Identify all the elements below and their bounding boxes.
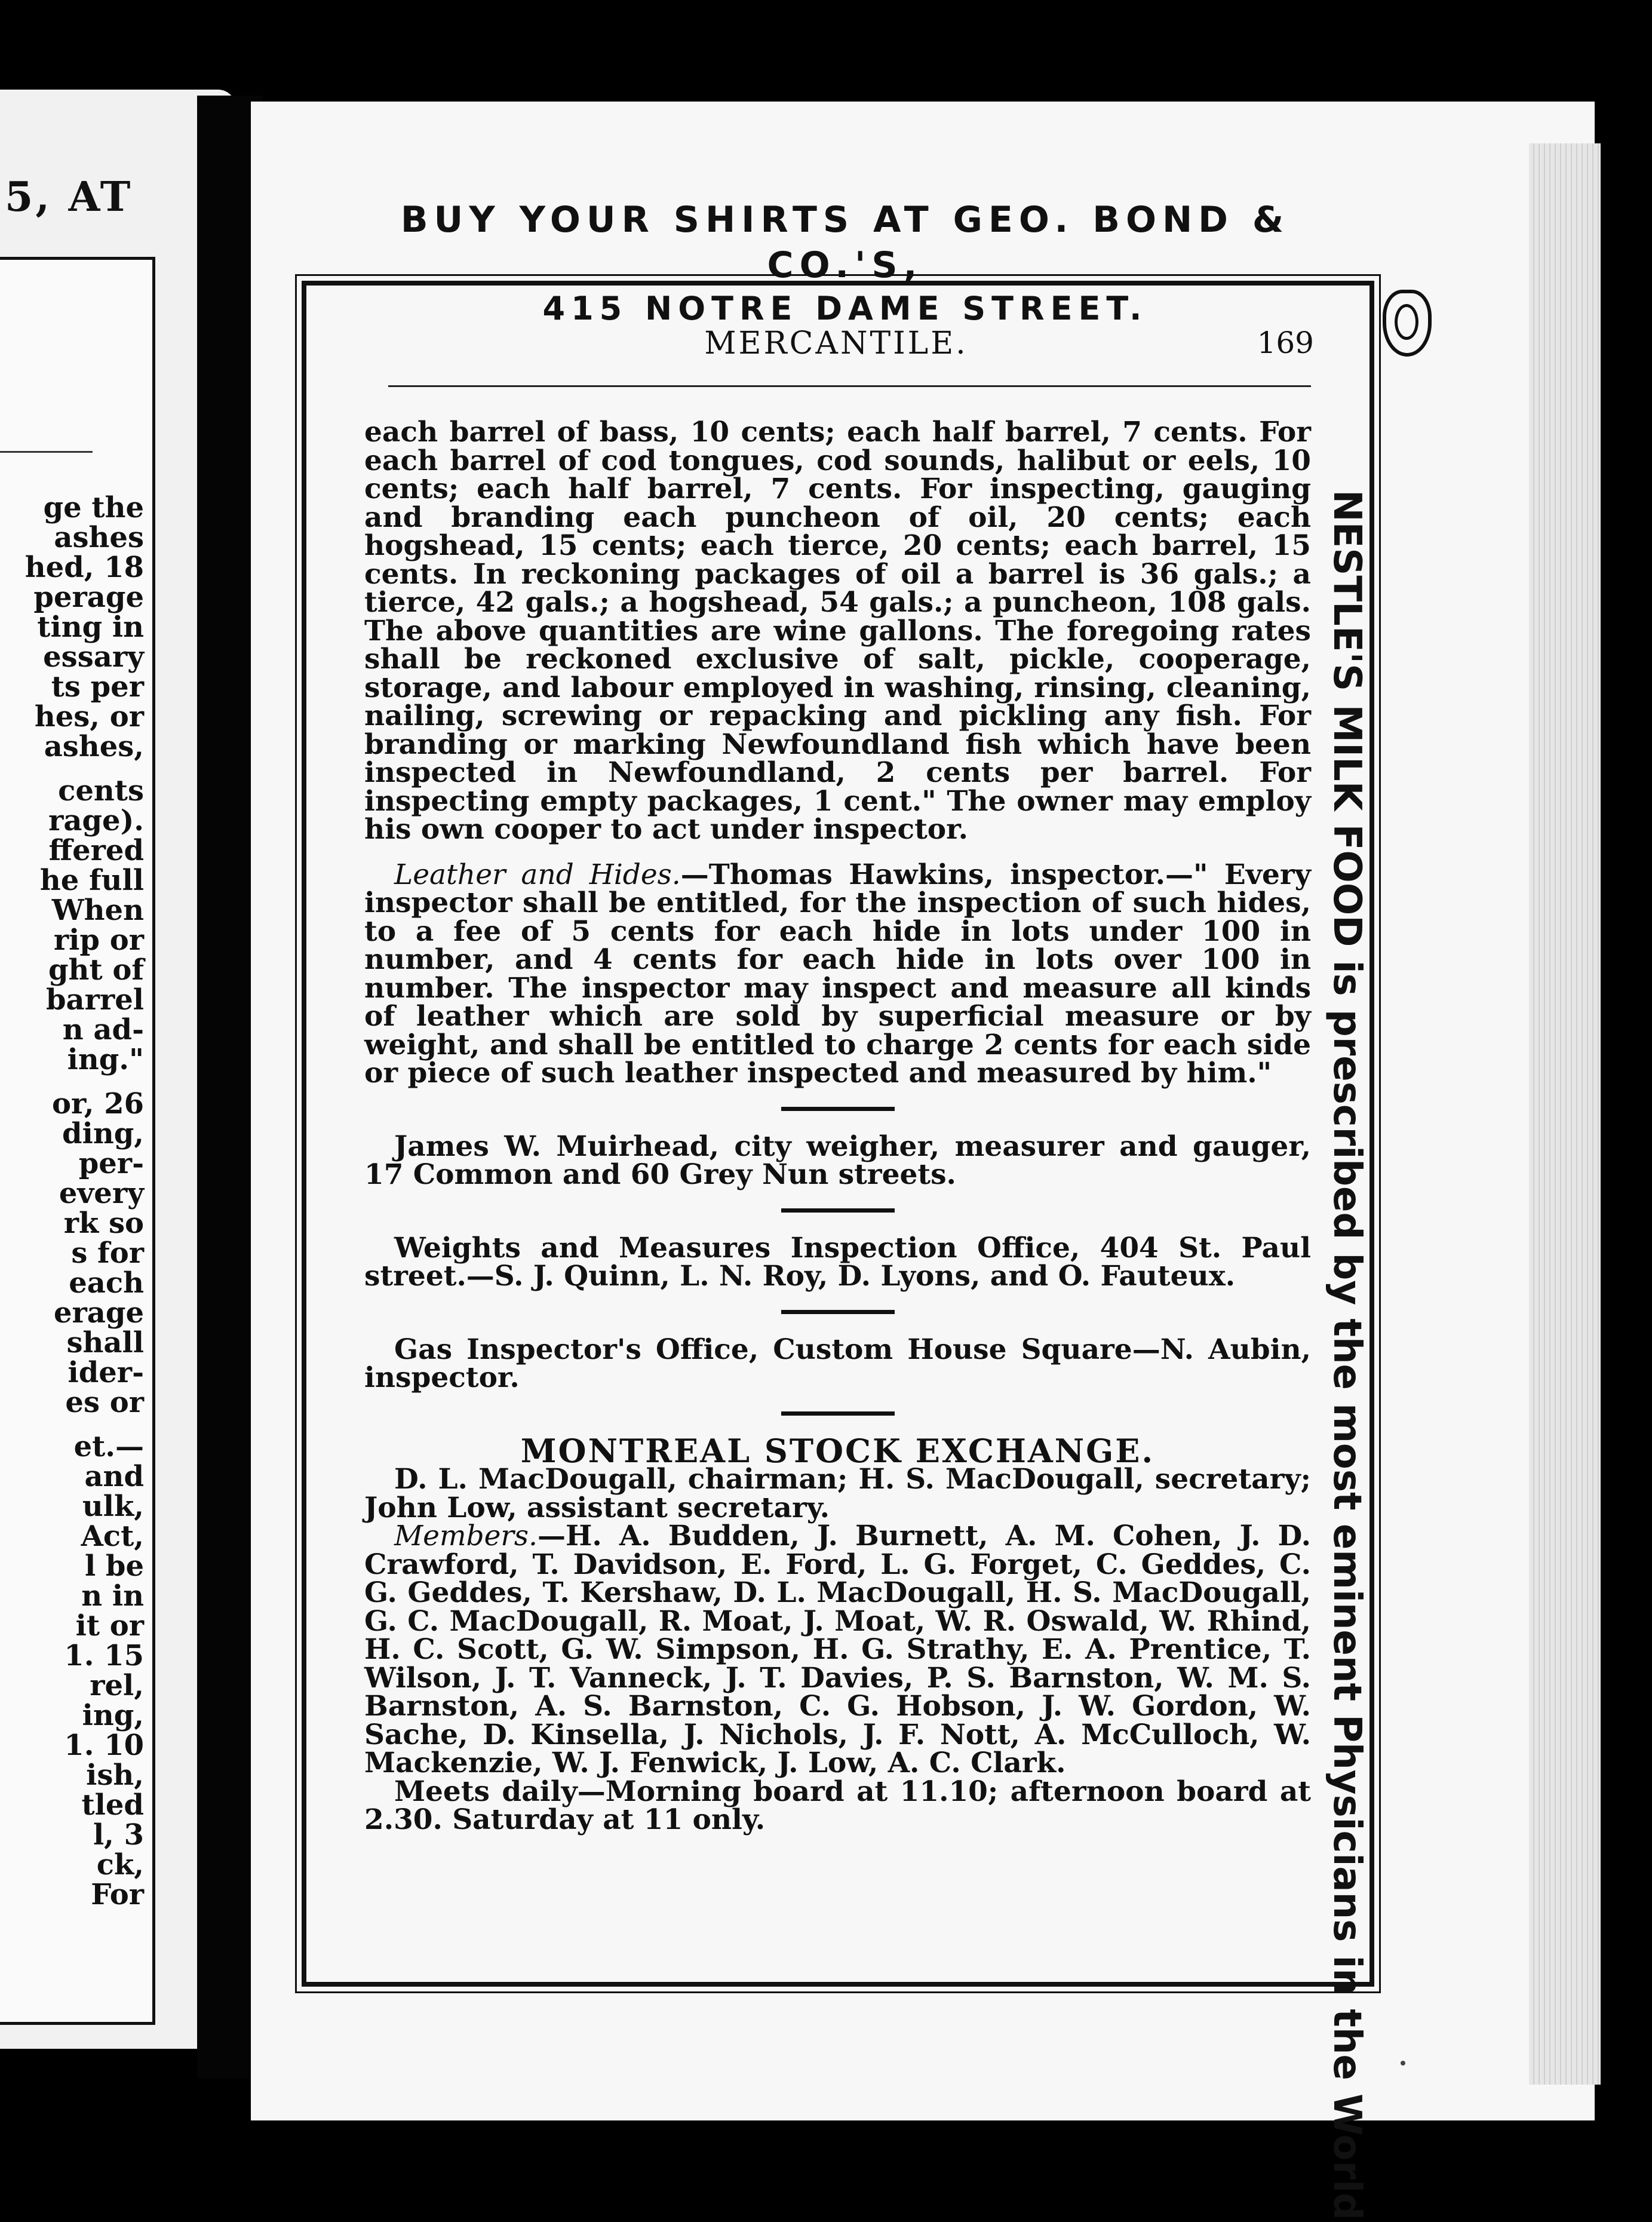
left-page-line: ts per — [51, 670, 144, 704]
left-page-line: When — [51, 894, 144, 927]
left-page-line: it or — [75, 1609, 144, 1643]
left-page-line: rel, — [90, 1669, 144, 1702]
left-page-line: hes, or — [34, 700, 144, 733]
leather-hides-text: —Thomas Hawkins, inspector.—" Every inspector shall be entitled, for the inspection of such hides, to a fee of 5 cents for each hide in lots under 100 in number, and 4 cents for each hide in lots over 100 in number. The inspector may inspect and measure all kinds of leather which are sold by superficial measure or by weight, and shall be entitled to charge 2 cents for each side or piece of such leather inspected and measured by him." — [364, 858, 1311, 1089]
section-rule — [781, 1208, 895, 1213]
members-list: —H. A. Budden, J. Burnett, A. M. Cohen, J. D. Crawford, T. Davidson, E. Ford, L. G. Forget, C. Geddes, C. G. Geddes, T. Kershaw, D. L. MacDougall, H. S. MacDougall, G. C. MacDougall, R. Moat, J. Moat, W. R. Oswald, W. Rhind, H. C. Scott, G. W. Simpson, H. G. Strathy, E. A. Prentice, T. Wilson, J. T. Vanneck, J. T. Davies, P. S. Barnston, W. M. S. Barnston, A. S. Barnston, C. G. Hobson, J. W. Gordon, W. Sache, D. Kinsella, J. Nichols, J. F. Nott, A. McCulloch, W. Mackenzie, W. J. Fenwick, J. Low, A. C. Clark. — [364, 1520, 1311, 1779]
left-page-line: hed, 18 — [24, 551, 144, 584]
left-page-frame — [0, 257, 155, 2025]
section-rule — [781, 1107, 895, 1111]
left-page-line: ider- — [67, 1356, 144, 1389]
meeting-times: Meets daily—Morning board at 11.10; afternoon board at 2.30. Saturday at 11 only. — [364, 1775, 1311, 1836]
left-page-line: every — [59, 1177, 144, 1210]
stock-exchange-officers: D. L. MacDougall, chairman; H. S. MacDougall, secretary; John Low, assistant secretary. — [364, 1463, 1311, 1524]
left-page-line: 1. 10 — [64, 1729, 144, 1762]
left-page-line: per- — [78, 1147, 144, 1180]
left-page-line: rip or — [53, 923, 144, 957]
page-number: 169 — [1257, 326, 1314, 360]
left-page-rule — [0, 451, 93, 453]
gas-office-paragraph: Gas Inspector's Office, Custom House Square—N. Aubin, inspector. — [364, 1333, 1311, 1394]
left-page-header: 5, AT — [5, 173, 133, 221]
left-page-line: ting in — [37, 610, 144, 644]
page-edges — [1529, 143, 1601, 2085]
left-page-line: n in — [81, 1579, 144, 1613]
left-page-line: ish, — [86, 1758, 144, 1792]
left-page-line: he full — [39, 864, 144, 897]
leather-hides-paragraph — [364, 858, 1311, 1089]
left-page-line: l, 3 — [93, 1818, 144, 1852]
left-page-line: ashes, — [44, 730, 144, 763]
left-page-line: shall — [66, 1326, 144, 1359]
left-page-line: l be — [84, 1549, 144, 1583]
banner-line-2: 415 NOTRE DAME STREET. — [542, 290, 1148, 327]
weights-office-paragraph: Weights and Measures Inspection Office, 404 St. Paul street.—S. J. Quinn, L. N. Roy, D. Lyons, and O. Fauteux. — [364, 1231, 1311, 1293]
left-page-line: each — [69, 1266, 144, 1300]
members-label: Members. — [394, 1520, 538, 1552]
left-page-line: ght of — [48, 953, 144, 987]
head-rule — [388, 385, 1311, 387]
section-rule — [781, 1411, 895, 1416]
left-page-line: 1. 15 — [64, 1639, 144, 1672]
running-head — [358, 326, 1314, 373]
left-page-line: Act, — [81, 1520, 144, 1553]
left-page-line: ge the — [43, 491, 144, 524]
left-page-line: For — [91, 1878, 144, 1911]
stock-exchange-heading: MONTREAL STOCK EXCHANGE. — [520, 1431, 1155, 1470]
fish-oil-rates-paragraph: each barrel of bass, 10 cents; each half barrel, 7 cents. For each barrel of cod tongues, cod sounds, halibut or eels, 10 cents; each half barrel, 7 cents. For inspecting, gauging and branding each puncheon of oil, 20 cents; each hogshead, 15 cents; each tierce, 20 cents; each barrel, 15 cents. In reckoning packages of oil a barrel is 36 gals.; a tierce, 42 gals.; a hogshead, 54 gals.; a puncheon, 108 gals. The above quantities are wine gallons. The foregoing rates shall be reckoned exclusive of salt, pickle, cooperage, storage, and labour employed in washing, rinsing, cleaning, nailing, screwing or repacking and pickling any fish. For branding or marking Newfoundland fish which have been inspected in Newfoundland, 2 cents per barrel. For inspecting empty packages, 1 cent." The owner may employ his own cooper to act under inspector. — [364, 416, 1311, 846]
left-page-line: rk so — [63, 1207, 144, 1240]
left-page-line: s for — [71, 1236, 144, 1270]
left-page-line: cents — [58, 774, 144, 808]
left-page-line: and — [84, 1460, 144, 1493]
left-page-line: ing, — [82, 1699, 144, 1732]
left-page-line: barrel — [45, 983, 144, 1017]
stock-exchange-members — [364, 1522, 1311, 1778]
left-page-line: ashes — [54, 521, 144, 554]
page-body — [364, 418, 1311, 1834]
running-head-title: MERCANTILE. — [704, 326, 968, 361]
city-weigher-paragraph: James W. Muirhead, city weigher, measurer and gauger, 17 Common and 60 Grey Nun streets. — [364, 1130, 1311, 1191]
left-page-line: or, 26 — [51, 1087, 144, 1121]
left-page-line: ding, — [62, 1117, 144, 1150]
side-advertisement: NESTLE'S MILK FOOD is prescribed by the most eminent Physicians in the World — [1325, 490, 1369, 2220]
left-page-line: es or — [65, 1386, 144, 1419]
left-page-line: et.— — [73, 1430, 144, 1463]
speck — [1401, 2061, 1405, 2066]
left-page-line: perage — [33, 581, 144, 614]
left-page-line: n ad- — [62, 1013, 144, 1046]
banner-line-1: BUY YOUR SHIRTS AT GEO. BOND & CO.'S, — [400, 199, 1290, 286]
left-page-line: ffered — [48, 834, 144, 867]
left-page-line: essary — [43, 640, 144, 674]
section-rule — [781, 1310, 895, 1314]
left-page-line: rage). — [48, 804, 144, 837]
leather-hides-label: Leather and Hides. — [394, 858, 681, 891]
left-page-line: tled — [81, 1788, 144, 1822]
left-page-line: ulk, — [82, 1490, 144, 1523]
ornament-icon — [1383, 290, 1432, 357]
left-page-line: ck, — [96, 1848, 144, 1882]
left-page-line: erage — [53, 1296, 144, 1330]
left-page-line: ing." — [67, 1043, 144, 1076]
left-page-text — [15, 493, 152, 1910]
